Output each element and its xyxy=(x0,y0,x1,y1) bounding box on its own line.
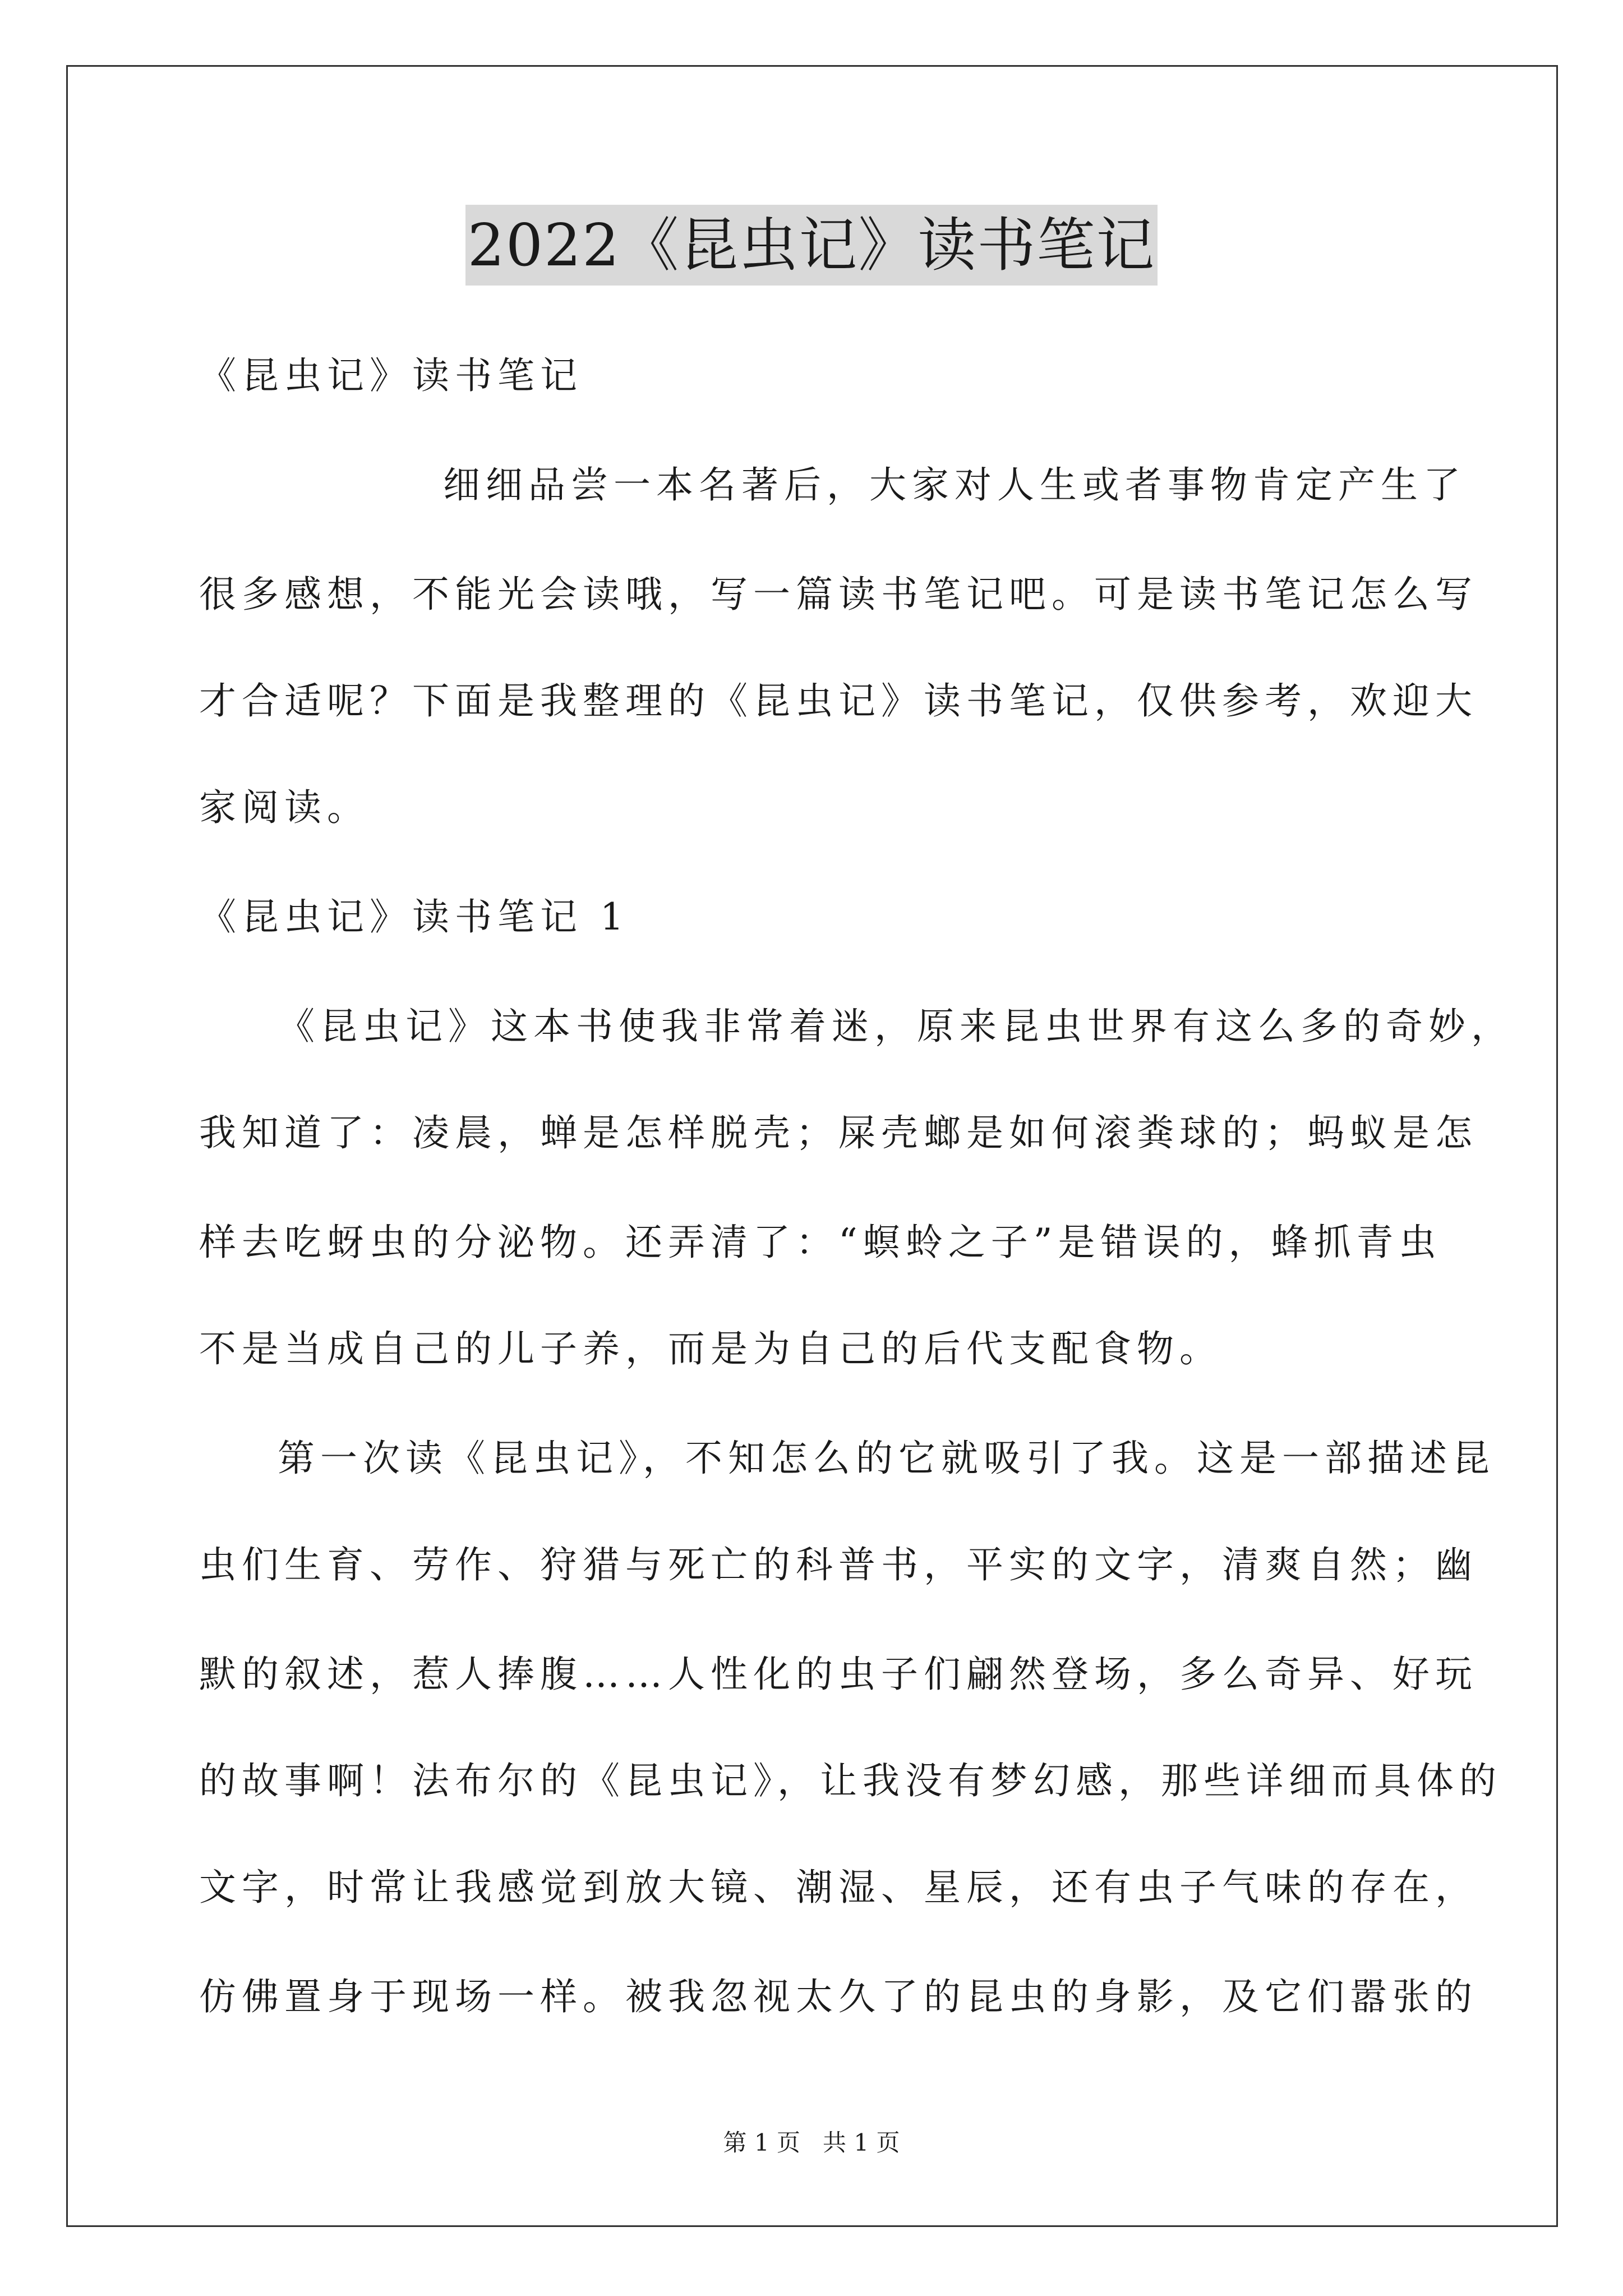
section-heading-intro: 《昆虫记》读书笔记 xyxy=(199,354,583,397)
paragraph-line: 《昆虫记》这本书使我非常着迷，原来昆虫世界有这么多的奇妙， xyxy=(278,1005,1514,1048)
paragraph-line: 很多感想，不能光会读哦，写一篇读书笔记吧。可是读书笔记怎么写 xyxy=(199,573,1478,616)
paragraph-line: 家阅读。 xyxy=(199,786,370,829)
page-footer: 第 1 页 共 1 页 xyxy=(723,2129,900,2156)
paragraph-line: 文字，时常让我感觉到放大镜、潮湿、星辰，还有虫子气味的存在， xyxy=(199,1866,1478,1909)
paragraph-line: 第一次读《昆虫记》，不知怎么的它就吸引了我。这是一部描述昆 xyxy=(278,1437,1495,1480)
paragraph-line: 仿佛置身于现场一样。被我忽视太久了的昆虫的身影，及它们嚣张的 xyxy=(199,1975,1478,2018)
paragraph-line: 样去吃蚜虫的分泌物。还弄清了：“螟蛉之子”是错误的，蜂抓青虫 xyxy=(199,1221,1442,1264)
paragraph-line: 才合适呢？下面是我整理的《昆虫记》读书笔记，仅供参考，欢迎大 xyxy=(199,679,1478,723)
paragraph-line: 不是当成自己的儿子养，而是为自己的后代支配食物。 xyxy=(199,1327,1222,1370)
paragraph-line: 我知道了：凌晨，蝉是怎样脱壳；屎壳螂是如何滚粪球的；蚂蚁是怎 xyxy=(199,1111,1478,1154)
document-title-block xyxy=(0,205,1623,286)
paragraph-line: 的故事啊！法布尔的《昆虫记》，让我没有梦幻感，那些详细而具体的 xyxy=(199,1759,1502,1802)
paragraph-line: 细细品尝一本名著后，大家对人生或者事物肯定产生了 xyxy=(443,463,1466,507)
section-heading-note-1: 《昆虫记》读书笔记 1 xyxy=(199,895,629,938)
paragraph-line: 默的叙述，惹人捧腹……人性化的虫子们翩然登场，多么奇异、好玩 xyxy=(199,1653,1478,1696)
document-title: 2022《昆虫记》读书笔记 xyxy=(465,205,1158,286)
paragraph-line: 虫们生育、劳作、狩猎与死亡的科普书，平实的文字，清爽自然；幽 xyxy=(199,1543,1478,1586)
